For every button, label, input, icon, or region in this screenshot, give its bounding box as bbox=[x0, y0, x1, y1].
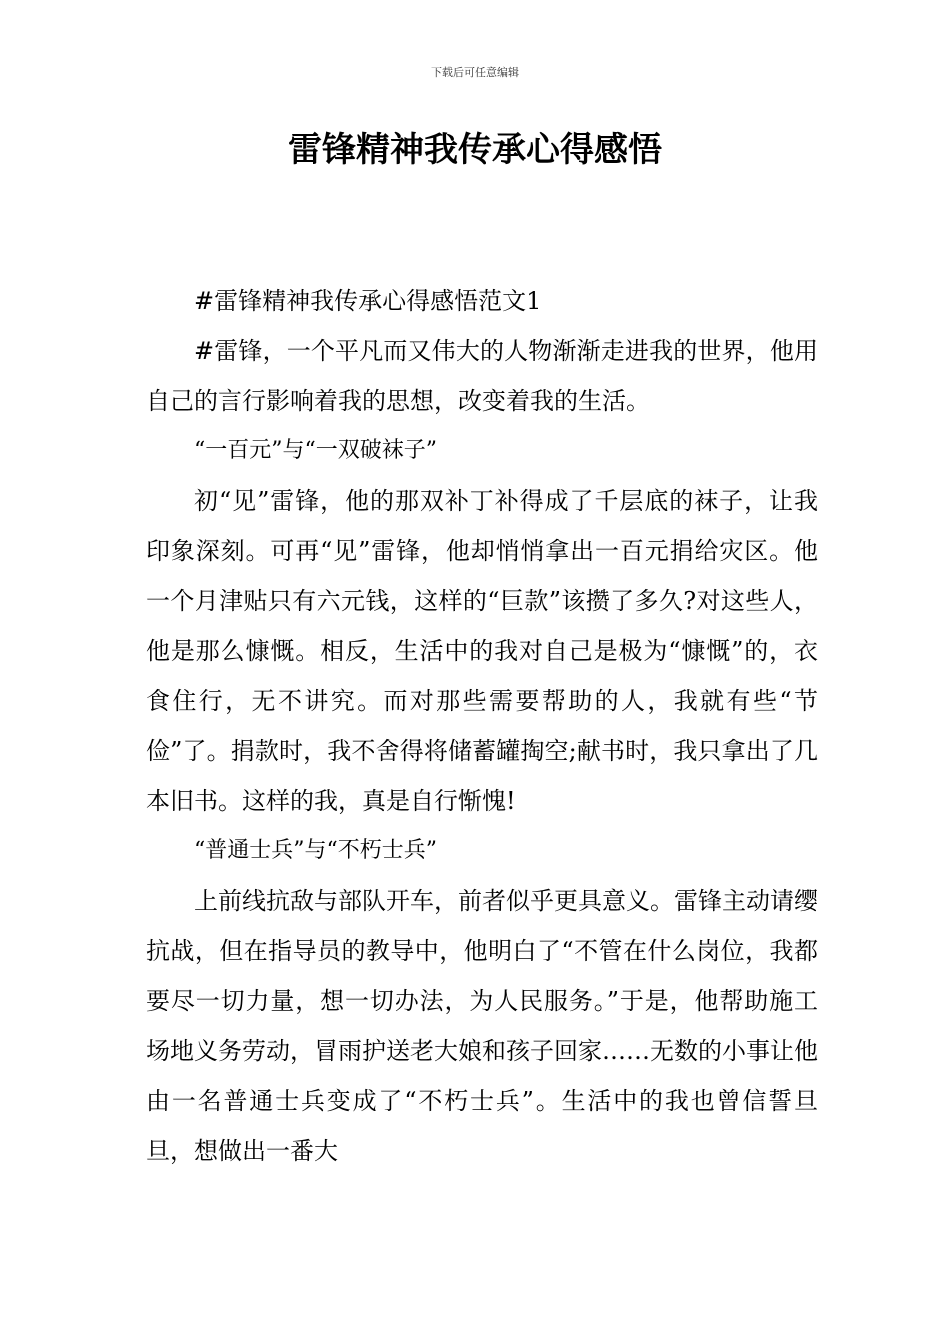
subheading-money-socks: “一百元”与“一双破袜子” bbox=[194, 438, 437, 463]
paragraph-intro: #雷锋，一个平凡而又伟大的人物渐渐走进我的世界，他用自己的言行影响着我的思想，改变着我的生活。 bbox=[146, 337, 818, 415]
document-body bbox=[146, 276, 818, 1176]
section-heading: #雷锋精神我传承心得感悟范文1 bbox=[194, 287, 542, 315]
paragraph-soldier: 上前线抗敌与部队开车，前者似乎更具意义。雷锋主动请缨抗战，但在指导员的教导中，他明白了“不管在什么岗位，我都要尽一切力量，想一切办法，为人民服务。”于是，他帮助施工场地义务劳动，冒雨护送老大娘和孩子回家……无数的小事让他由一名普通士兵变成了“不朽士兵”。生活中的我也曾信誓旦旦，想做出一番大 bbox=[146, 887, 818, 1165]
page-header-note: 下载后可任意编辑 bbox=[431, 66, 519, 79]
document-title: 雷锋精神我传承心得感悟 bbox=[288, 130, 662, 170]
paragraph-money-socks: 初“见”雷锋，他的那双补丁补得成了千层底的袜子，让我印象深刻。可再“见”雷锋，他却悄悄拿出一百元捐给灾区。他一个月津贴只有六元钱，这样的“巨款”该攒了多久?对这些人，他是那么慷慨。相反，生活中的我对自己是极为“慷慨”的，衣食住行，无不讲究。而对那些需要帮助的人，我就有些“节俭”了。捐款时，我不舍得将储蓄罐掏空;献书时，我只拿出了几本旧书。这样的我，真是自行惭愧! bbox=[146, 487, 818, 815]
subheading-soldier: “普通士兵”与“不朽士兵” bbox=[194, 838, 437, 863]
